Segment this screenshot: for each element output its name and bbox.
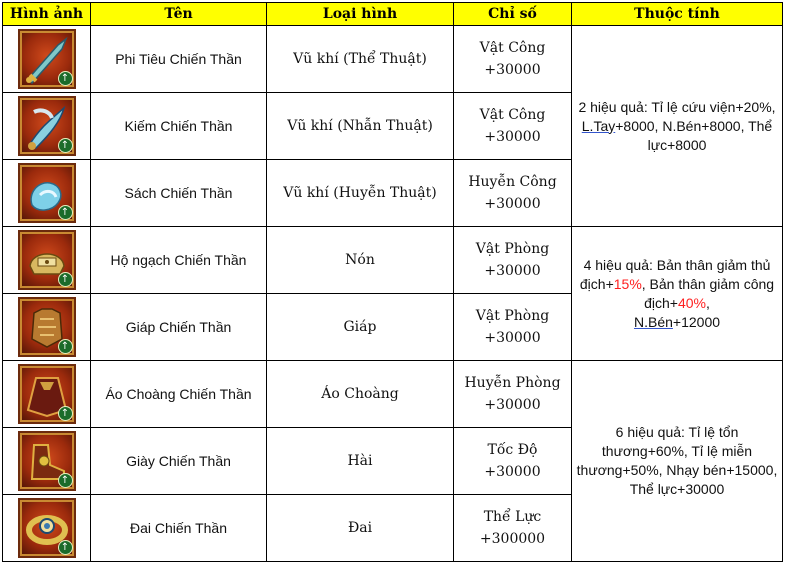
stat-value: +30000 <box>484 330 541 346</box>
item-image-cell <box>3 227 91 294</box>
header-attribute: Thuộc tính <box>572 3 783 26</box>
effect-text: +12000 <box>672 313 721 330</box>
book-icon <box>18 163 76 223</box>
header-image: Hình ảnh <box>3 3 91 26</box>
item-image-cell <box>3 93 91 160</box>
item-name: Đai Chiến Thần <box>91 495 267 562</box>
item-name: Phi Tiêu Chiến Thần <box>91 26 267 93</box>
item-stat <box>454 227 572 294</box>
effect-text: , <box>706 294 710 311</box>
header-name: Tên <box>91 3 267 26</box>
item-image-cell <box>3 495 91 562</box>
item-name: Giày Chiến Thần <box>91 428 267 495</box>
sword-icon <box>18 96 76 156</box>
effect-text: +8000, N.Bén+8000, Thể lực+8000 <box>615 117 773 153</box>
item-stat <box>454 495 572 562</box>
upgrade-arrow-icon: ↑ <box>58 71 73 86</box>
header-row <box>3 3 783 26</box>
table-row <box>3 361 783 428</box>
header-stat: Chỉ số <box>454 3 572 26</box>
boots-icon <box>18 431 76 491</box>
item-name: Kiếm Chiến Thần <box>91 93 267 160</box>
effect-text: 2 hiệu quả: Tỉ lệ cứu viện+20%, <box>578 98 776 115</box>
item-type: Áo Choàng <box>267 361 454 428</box>
upgrade-arrow-icon: ↑ <box>58 205 73 220</box>
upgrade-arrow-icon: ↑ <box>58 406 73 421</box>
table-row <box>3 227 783 294</box>
stat-value: +30000 <box>484 196 541 212</box>
upgrade-arrow-icon: ↑ <box>58 339 73 354</box>
stat-label: Vật Phòng <box>475 241 550 257</box>
item-stat <box>454 93 572 160</box>
stat-label: Vật Phòng <box>475 308 550 324</box>
stat-value: +30000 <box>484 129 541 145</box>
item-name: Giáp Chiến Thần <box>91 294 267 361</box>
set-effect-6: 6 hiệu quả: Tỉ lệ tổn thương+60%, Tỉ lệ miễn thương+50%, Nhạy bén+15000, Thể lực+30000 <box>572 361 783 562</box>
item-type: Nón <box>267 227 454 294</box>
item-type: Giáp <box>267 294 454 361</box>
item-type: Vũ khí (Thể Thuật) <box>267 26 454 93</box>
set-effect-4 <box>572 227 783 361</box>
item-name: Hộ ngạch Chiến Thần <box>91 227 267 294</box>
stat-value: +300000 <box>479 531 546 547</box>
item-type: Vũ khí (Huyễn Thuật) <box>267 160 454 227</box>
effect-underlined: N.Bén <box>633 313 673 330</box>
upgrade-arrow-icon: ↑ <box>58 138 73 153</box>
stat-value: +30000 <box>484 464 541 480</box>
item-image-cell <box>3 26 91 93</box>
item-name: Áo Choàng Chiến Thần <box>91 361 267 428</box>
item-stat <box>454 428 572 495</box>
effect-text: , Bản thân giảm công địch+ <box>641 275 775 311</box>
item-stat <box>454 26 572 93</box>
stat-label: Vật Công <box>479 107 546 123</box>
item-type: Hài <box>267 428 454 495</box>
effect-highlight: 15% <box>613 275 642 292</box>
item-stat <box>454 361 572 428</box>
upgrade-arrow-icon: ↑ <box>58 540 73 555</box>
headband-icon <box>18 230 76 290</box>
table-row <box>3 26 783 93</box>
upgrade-arrow-icon: ↑ <box>58 272 73 287</box>
item-image-cell <box>3 294 91 361</box>
equipment-table <box>2 2 783 562</box>
header-type: Loại hình <box>267 3 454 26</box>
item-image-cell <box>3 160 91 227</box>
belt-icon <box>18 498 76 558</box>
stat-value: +30000 <box>484 397 541 413</box>
effect-underlined: L.Tay <box>581 117 616 134</box>
dagger-icon <box>18 29 76 89</box>
set-effect-2 <box>572 26 783 227</box>
item-stat <box>454 160 572 227</box>
stat-value: +30000 <box>484 263 541 279</box>
stat-label: Huyễn Phòng <box>464 375 561 391</box>
item-stat <box>454 294 572 361</box>
stat-value: +30000 <box>484 62 541 78</box>
effect-highlight: 40% <box>677 294 706 311</box>
item-type: Vũ khí (Nhẫn Thuật) <box>267 93 454 160</box>
effect-text: 4 hiệu quả: Bản thân giảm thủ địch+ <box>579 256 771 292</box>
stat-label: Thể Lực <box>483 509 542 525</box>
stat-label: Huyễn Công <box>468 174 557 190</box>
item-name: Sách Chiến Thần <box>91 160 267 227</box>
item-type: Đai <box>267 495 454 562</box>
cloak-icon <box>18 364 76 424</box>
item-image-cell <box>3 361 91 428</box>
item-image-cell <box>3 428 91 495</box>
stat-label: Tốc Độ <box>487 442 538 458</box>
armor-icon <box>18 297 76 357</box>
upgrade-arrow-icon: ↑ <box>58 473 73 488</box>
stat-label: Vật Công <box>479 40 546 56</box>
